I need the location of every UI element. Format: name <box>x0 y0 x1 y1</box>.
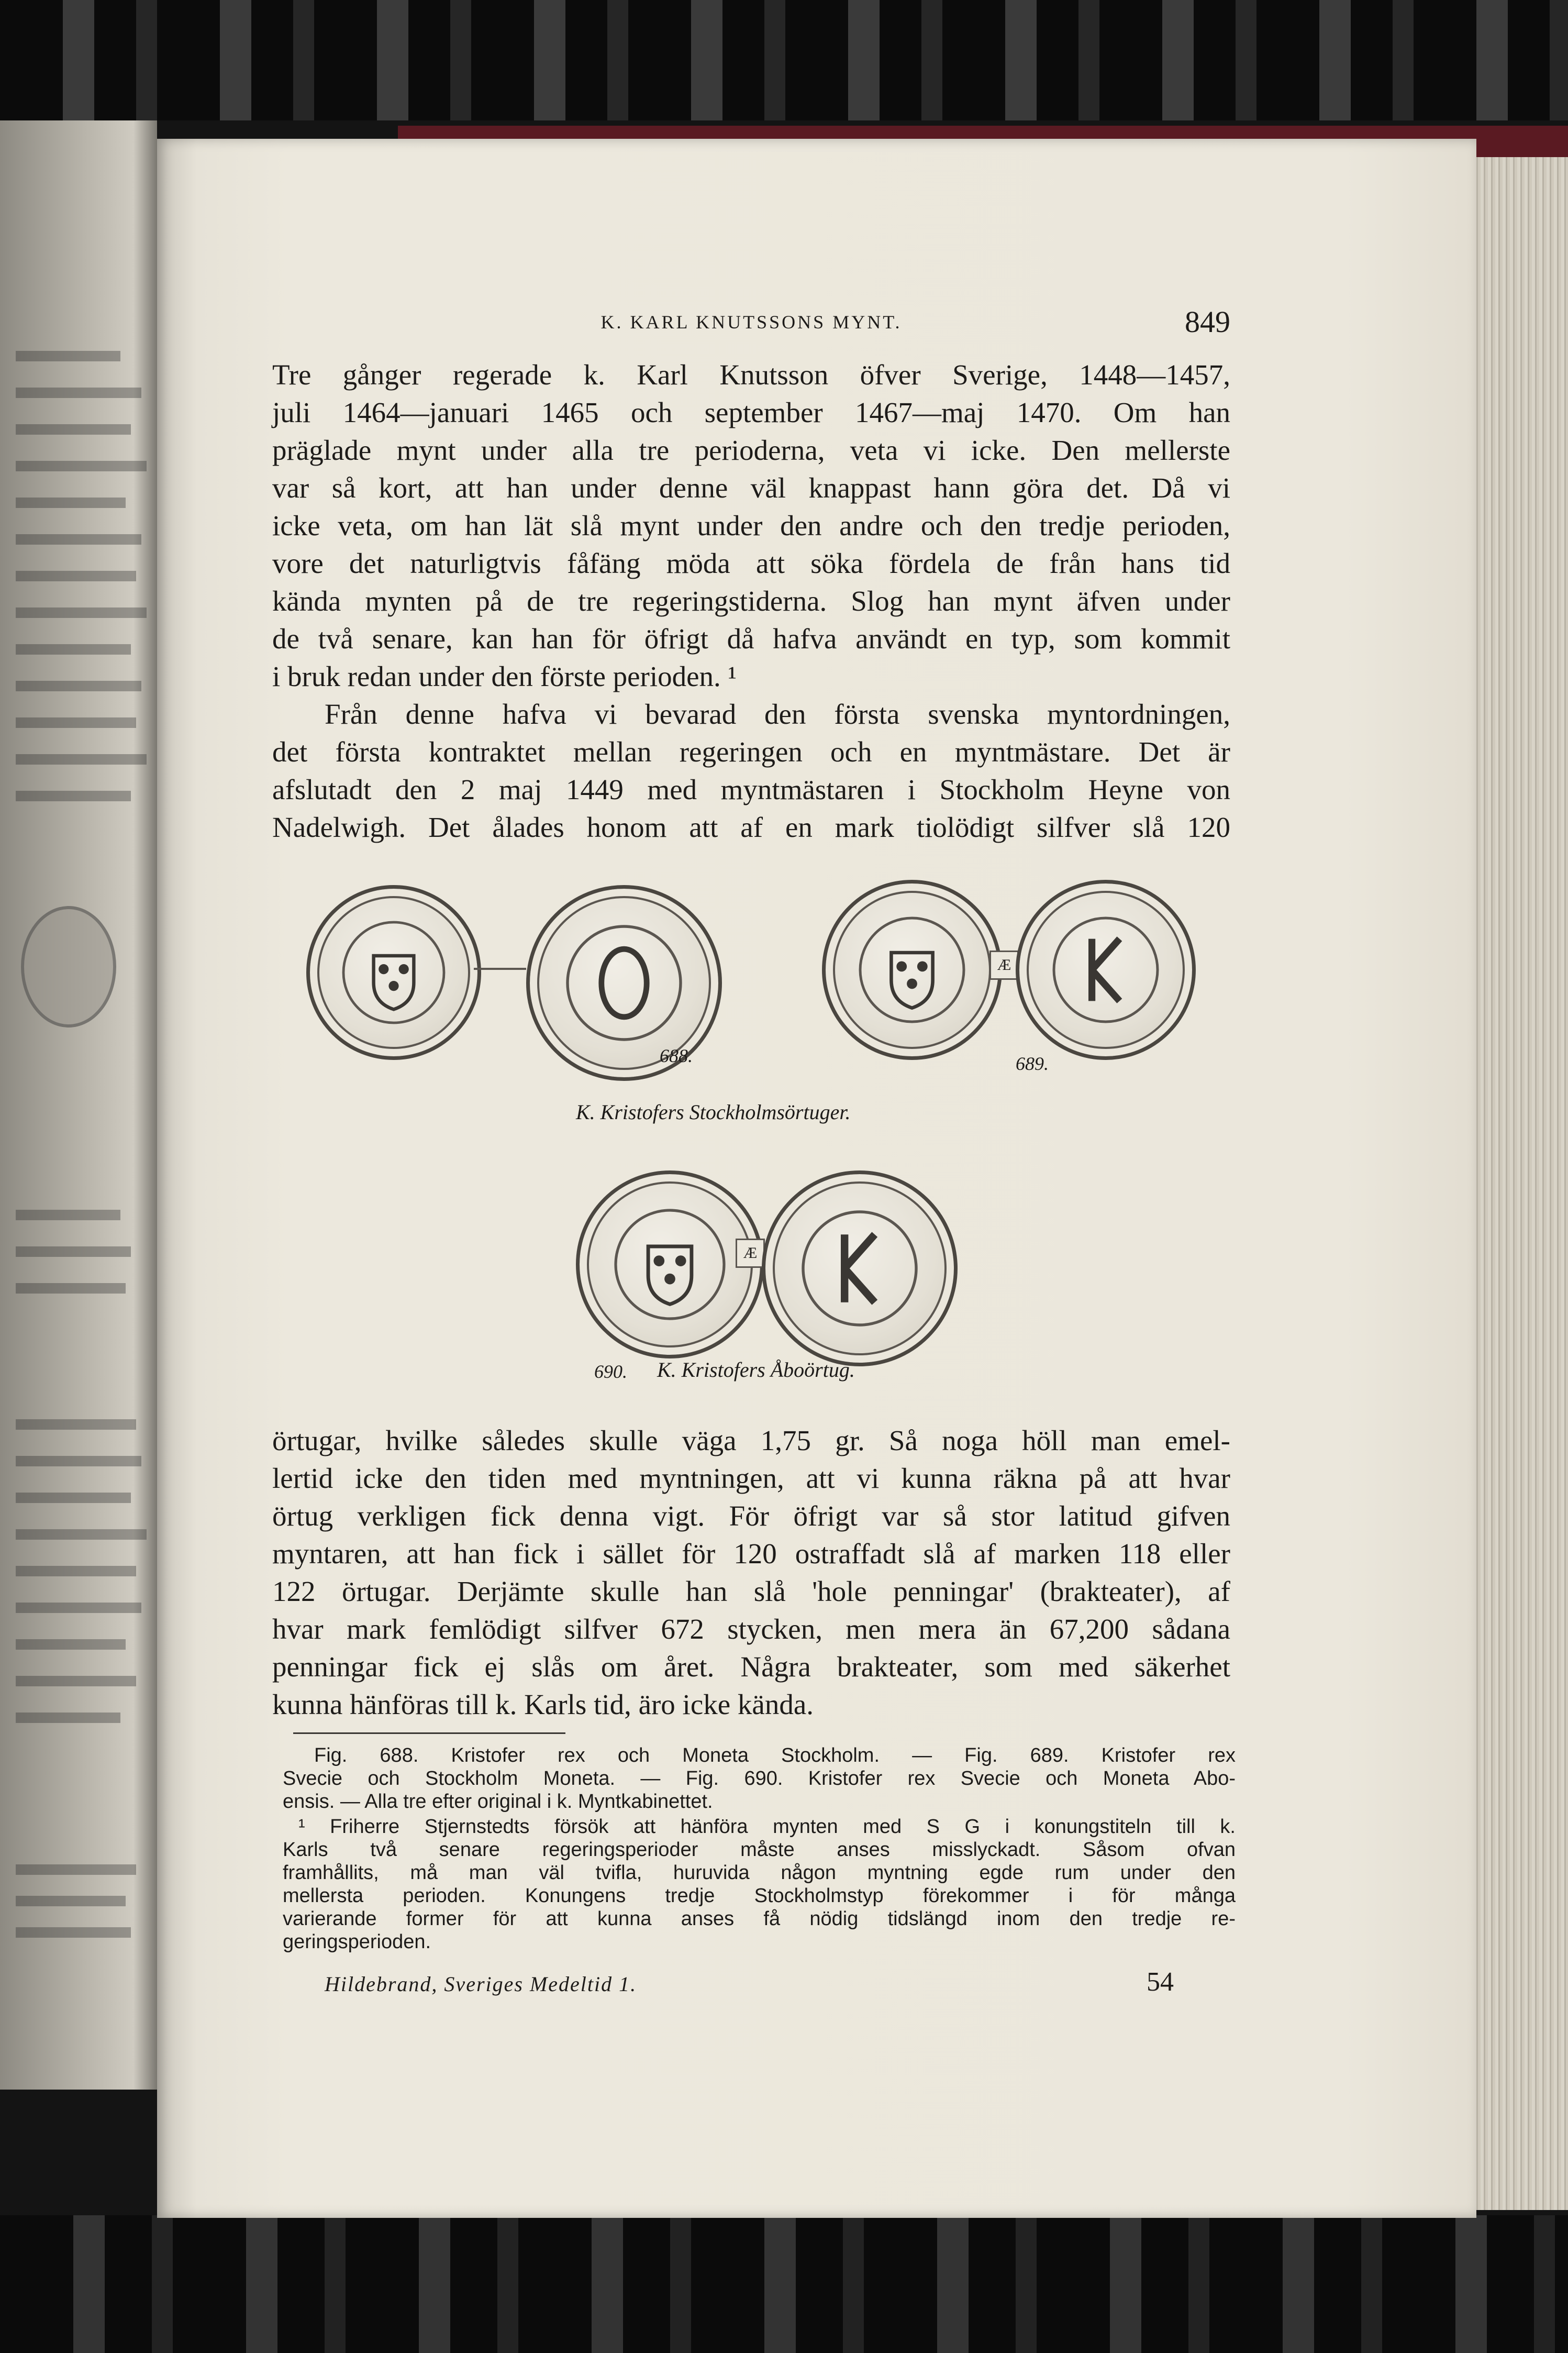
coin-690-reverse <box>762 1170 958 1366</box>
facing-page-line <box>16 1676 136 1686</box>
text-line: örtugar, hvilke således skulle väga 1,75 gr. Så noga höll man emel- <box>272 1424 1230 1456</box>
facing-page-coin-image <box>21 906 116 1028</box>
text-line: örtug verkligen fick denna vigt. För öfrigt var så stor latitud gifven <box>272 1500 1230 1532</box>
paragraph-1 <box>272 356 1230 695</box>
facing-page-line <box>16 388 141 398</box>
text-line: 122 örtugar. Derjämte skulle han slå 'hole penningar' (brakteater), af <box>272 1575 1230 1607</box>
silver-mark-689: Æ <box>989 951 1019 980</box>
paragraph-3 <box>272 1422 1230 1724</box>
footnote-line: framhållits, må man väl tvifla, huruvida någon myntning egde rum under den <box>283 1862 1236 1884</box>
running-title: K. KARL KNUTSSONS MYNT. <box>600 312 902 333</box>
facing-page-line <box>16 754 147 765</box>
facing-page-line <box>16 498 126 508</box>
text-line: kända mynten på de tre regeringstiderna. Slog han mynt äfven under <box>272 585 1230 617</box>
text-line: hvar mark femlödigt silfver 672 stycken, men mera än 67,200 sådana <box>272 1613 1230 1645</box>
facing-page-line <box>16 607 147 618</box>
footnote-line: geringsperioden. <box>283 1931 431 1953</box>
page-number: 849 <box>1185 305 1230 339</box>
text-line: Nadelwigh. Det ålades honom att af en mark tiolödigt silfver slå 120 <box>272 811 1230 843</box>
facing-page-line <box>16 534 141 545</box>
footnote-1 <box>283 1815 1236 1953</box>
facing-page-line <box>16 717 136 728</box>
figure-690-label: 690. <box>594 1361 627 1382</box>
facing-page <box>0 120 157 2090</box>
facing-page-line <box>16 1713 120 1723</box>
facing-page-line <box>16 1864 136 1875</box>
footnote-rule <box>293 1732 565 1734</box>
text-line: Från denne hafva vi bevarad den första svenska myntordningen, <box>325 698 1230 730</box>
text-line: vore det naturligtvis fåfäng möda att söka fördela de från hans tid <box>272 547 1230 579</box>
footnote-line: ¹ Friherre Stjernstedts försök att hänföra mynten med S G i konungstiteln till k. <box>298 1816 1236 1838</box>
facing-page-line <box>16 1896 126 1906</box>
facing-page-line <box>16 424 131 435</box>
facing-page-line <box>16 1456 141 1466</box>
facing-page-line <box>16 461 147 471</box>
text-line: myntaren, att han fick i sället för 120 ostraffadt slå af marken 118 eller <box>272 1538 1230 1570</box>
text-line: de två senare, kan han för öfrigt då hafva användt en typ, som kommit <box>272 623 1230 655</box>
figure-689-label: 689. <box>1016 1053 1049 1074</box>
text-line: Tre gånger regerade k. Karl Knutsson öfver Sverige, 1448—1457, <box>272 359 1230 391</box>
footnote-line: Fig. 688. Kristofer rex och Moneta Stockholm. — Fig. 689. Kristofer rex <box>314 1744 1236 1766</box>
text-line: i bruk redan under den förste perioden. ¹ <box>272 660 737 692</box>
facing-page-line <box>16 791 131 801</box>
facing-page-line <box>16 351 120 361</box>
background-top <box>0 0 1568 120</box>
facing-page-line <box>16 1419 136 1430</box>
facing-page-line <box>16 571 136 581</box>
facing-page-line <box>16 1603 141 1613</box>
footnote-line: varierande former för att kunna anses få nödig tidslängd inom den tredje re- <box>283 1908 1236 1930</box>
coin-689-obverse <box>822 880 1002 1060</box>
facing-page-line <box>16 1246 131 1257</box>
text-line: kunna hänföras till k. Karls tid, äro icke kända. <box>272 1688 814 1720</box>
facing-page-line <box>16 1210 120 1220</box>
facing-page-line <box>16 644 131 655</box>
text-line: penningar fick ej slås om året. Några brakteater, som med säkerhet <box>272 1651 1230 1683</box>
text-line: afslutadt den 2 maj 1449 med myntmästaren i Stockholm Heyne von <box>272 774 1230 805</box>
facing-page-line <box>16 1927 131 1938</box>
facing-page-line <box>16 681 141 691</box>
text-line: var så kort, att han under denne väl knappast hann göra det. Då vi <box>272 472 1230 504</box>
footnote-line: Karls två senare regeringsperioder måste anses misslyckadt. Såsom ofvan <box>283 1839 1236 1861</box>
facing-page-line <box>16 1639 126 1650</box>
facing-page-line <box>16 1529 147 1540</box>
figure-notes <box>283 1744 1236 1813</box>
figure-688-label: 688. <box>660 1045 693 1066</box>
silver-mark-690: Æ <box>736 1239 765 1268</box>
coin-689-reverse <box>1016 880 1196 1060</box>
text-line: icke veta, om han lät slå mynt under den andre och den tredje perioden, <box>272 510 1230 542</box>
caption-690: K. Kristofers Åboörtug. <box>657 1358 855 1382</box>
footer-sheet-number: 54 <box>1147 1967 1174 1997</box>
caption-688-689: K. Kristofers Stockholmsörtuger. <box>576 1100 851 1124</box>
text-line: präglade mynt under alla tre perioderna, veta vi icke. Den mellerste <box>272 434 1230 466</box>
facing-page-line <box>16 1493 131 1503</box>
text-line: lertid icke den tiden med myntningen, att vi kunna räkna på att hvar <box>272 1462 1230 1494</box>
paragraph-2 <box>272 695 1230 846</box>
coin-connector <box>474 968 526 970</box>
background-bottom <box>0 2215 1568 2353</box>
page-stack-edge <box>1466 157 1568 2210</box>
page-header <box>272 306 1230 338</box>
footer-signature: Hildebrand, Sveriges Medeltid 1. <box>325 1972 637 1996</box>
facing-page-line <box>16 1566 136 1576</box>
footnote-line: mellersta perioden. Konungens tredje Stockholmstyp förekommer i för många <box>283 1885 1236 1907</box>
coin-688-obverse <box>306 885 481 1060</box>
footnote-line: ensis. — Alla tre efter original i k. Myntkabinettet. <box>283 1791 713 1813</box>
text-line: juli 1464—januari 1465 och september 1467—maj 1470. Om han <box>272 396 1230 428</box>
footnote-line: Svecie och Stockholm Moneta. — Fig. 690. Kristofer rex Svecie och Moneta Abo- <box>283 1767 1236 1789</box>
text-line: det första kontraktet mellan regeringen och en myntmästare. Det är <box>272 736 1230 768</box>
facing-page-line <box>16 1283 126 1294</box>
